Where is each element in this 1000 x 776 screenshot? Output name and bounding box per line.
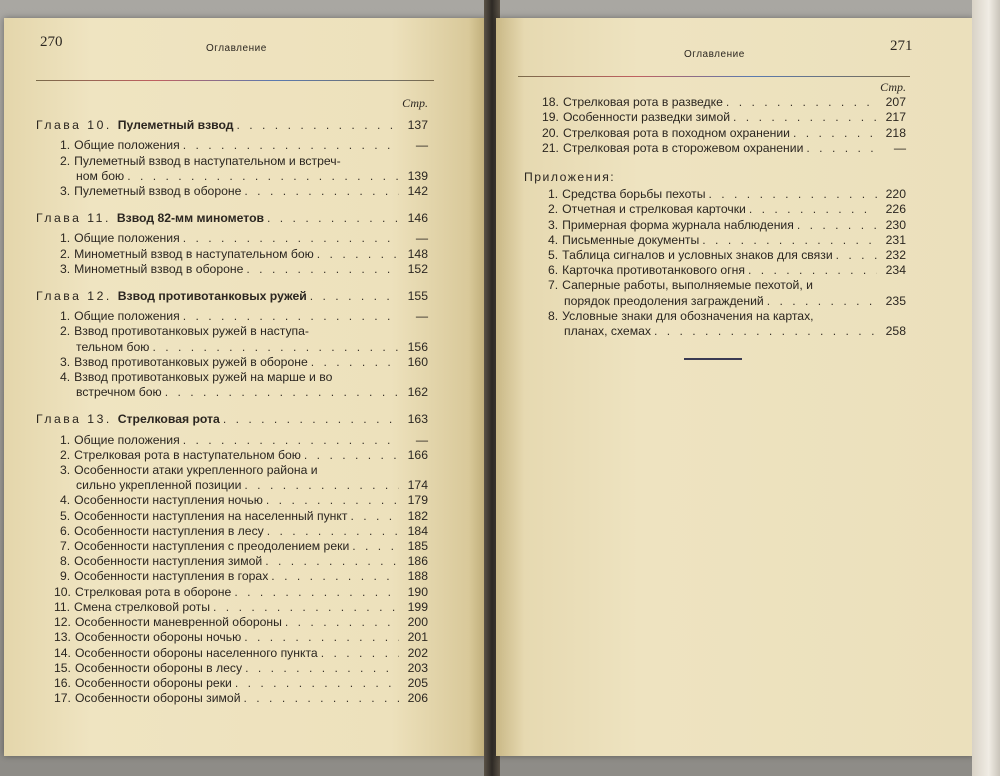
- leader-dots: [321, 646, 399, 661]
- entry-title: Таблица сигналов и условных знаков для связи: [562, 248, 833, 263]
- entry-page: 182: [407, 508, 428, 523]
- toc-entry: [524, 233, 906, 248]
- entry-title: Особенности обороны населенного пункта: [74, 645, 318, 660]
- entry-title: Отчетная и стрелковая карточки: [562, 202, 746, 217]
- entry-page: 230: [885, 217, 906, 232]
- toc-entry: [36, 524, 428, 539]
- entry-page: 142: [407, 184, 428, 199]
- entry-page: 232: [885, 248, 906, 263]
- entry-page: 217: [885, 110, 906, 125]
- entry-title: Пулеметный взвод в обороне: [74, 184, 242, 199]
- entry-number: 8.: [548, 308, 559, 323]
- entry-title: сильно укрепленной позиции: [76, 478, 242, 493]
- leader-dots: [267, 524, 399, 539]
- leader-dots: [265, 554, 399, 569]
- entry-number: 3.: [60, 354, 71, 369]
- leader-dots: [702, 233, 877, 248]
- entry-page: 258: [885, 324, 906, 339]
- toc-entry: [524, 294, 906, 309]
- leader-dots: [726, 95, 877, 110]
- entry-title: Стрелковая рота в сторожевом охранении: [562, 140, 804, 155]
- left-running-title: Оглавление: [206, 43, 267, 54]
- left-page-number: 270: [40, 34, 63, 50]
- entry-number: 2.: [548, 202, 559, 217]
- entry-title: Особенности маневренной обороны: [74, 615, 282, 630]
- toc-entry: [524, 95, 906, 110]
- leader-dots: [165, 385, 399, 400]
- toc-entry: [524, 126, 906, 141]
- entry-page: 203: [407, 660, 428, 675]
- toc-entry: [524, 263, 906, 278]
- toc-entry: [36, 433, 428, 448]
- entry-page: 190: [407, 584, 428, 599]
- entry-page: 188: [407, 569, 428, 584]
- entry-page: —: [415, 309, 428, 324]
- leader-dots: [708, 187, 877, 202]
- entry-page: —: [415, 138, 428, 153]
- entry-number: 1.: [548, 187, 559, 202]
- entry-title: порядок преодоления заграждений: [564, 293, 764, 308]
- entry-number: 3.: [60, 184, 71, 199]
- entry-page: —: [415, 231, 428, 246]
- entry-page: 234: [885, 263, 906, 278]
- leader-dots: [267, 211, 399, 226]
- entry-title: планах, схемах: [564, 324, 651, 339]
- entry-number: 11.: [54, 599, 71, 614]
- entry-number: 4.: [60, 493, 71, 508]
- toc-entry: [36, 509, 428, 524]
- entry-number: 13.: [54, 630, 71, 645]
- leader-dots: [352, 539, 399, 554]
- right-page-number: 271: [890, 38, 913, 54]
- chapter-page: 137: [407, 118, 428, 133]
- entry-number: 1.: [60, 432, 71, 447]
- entry-page: —: [893, 140, 906, 155]
- leader-dots: [749, 202, 877, 217]
- toc-entry: [36, 615, 428, 630]
- entry-number: 3.: [60, 463, 71, 478]
- leader-dots: [244, 184, 399, 199]
- entry-page: 139: [407, 168, 428, 183]
- entry-page: 235: [885, 293, 906, 308]
- entry-number: 3.: [60, 261, 71, 276]
- entry-page: 202: [407, 645, 428, 660]
- leader-dots: [236, 118, 399, 133]
- entry-title: Саперные работы, выполняемые пехотой, и: [562, 278, 813, 293]
- toc-entry: [36, 309, 428, 324]
- toc-entry: [36, 630, 428, 645]
- chapter-page: 146: [407, 211, 428, 226]
- entry-page: 220: [885, 187, 906, 202]
- entry-page: 162: [407, 385, 428, 400]
- toc-entry: [524, 202, 906, 217]
- entry-number: 19.: [542, 110, 559, 125]
- leader-dots: [654, 324, 877, 339]
- entry-title: Минометный взвод в обороне: [74, 261, 244, 276]
- entry-page: 186: [407, 554, 428, 569]
- entry-title: Общие положения: [74, 231, 180, 246]
- left-toc: [36, 96, 428, 706]
- toc-entry: [36, 585, 428, 600]
- leader-dots: [183, 433, 399, 448]
- leader-dots: [311, 355, 399, 370]
- leader-dots: [244, 691, 399, 706]
- leader-dots: [245, 661, 399, 676]
- leader-dots: [234, 585, 399, 600]
- toc-entry: [524, 218, 906, 233]
- leader-dots: [235, 676, 399, 691]
- entry-page: 200: [407, 615, 428, 630]
- entry-page: 179: [407, 493, 428, 508]
- entry-number: 6.: [548, 263, 559, 278]
- toc-entry: [36, 154, 428, 169]
- leader-dots: [836, 248, 877, 263]
- entry-page: 206: [407, 691, 428, 706]
- entry-page: 201: [407, 630, 428, 645]
- leader-dots: [183, 309, 399, 324]
- leader-dots: [213, 600, 399, 615]
- toc-entry: [524, 324, 906, 339]
- entry-title: Особенности обороны зимой: [74, 691, 241, 706]
- entry-title: Особенности наступления зимой: [74, 554, 263, 569]
- chapter-heading: [36, 118, 428, 133]
- leader-dots: [244, 630, 399, 645]
- chapter-page: 163: [407, 412, 428, 427]
- chapter-title: Пулеметный взвод: [117, 118, 234, 133]
- toc-entry: [524, 141, 906, 156]
- entry-page: 160: [407, 354, 428, 369]
- chapter-title: Стрелковая рота: [117, 412, 220, 427]
- entry-title: ном бою: [76, 168, 125, 183]
- toc-entry: [36, 247, 428, 262]
- entry-title: Взвод противотанковых ружей в обороне: [74, 354, 308, 369]
- toc-entry: [524, 110, 906, 125]
- entry-title: Особенности обороны в лесу: [74, 660, 243, 675]
- entry-page: 152: [407, 261, 428, 276]
- entry-number: 17.: [54, 691, 71, 706]
- entry-number: 2.: [60, 447, 71, 462]
- toc-entry: [36, 385, 428, 400]
- entry-number: 2.: [60, 153, 71, 168]
- entry-page: 199: [407, 599, 428, 614]
- entry-number: 1.: [60, 138, 71, 153]
- entry-title: Условные знаки для обозначения на картах,: [562, 308, 814, 323]
- toc-entry: [36, 138, 428, 153]
- entry-page: 231: [885, 232, 906, 247]
- entry-page: —: [415, 432, 428, 447]
- toc-entry: [36, 478, 428, 493]
- leader-dots: [244, 478, 399, 493]
- toc-entry: [36, 554, 428, 569]
- leader-dots: [304, 448, 399, 463]
- entry-title: Общие положения: [74, 432, 180, 447]
- entry-title: Стрелковая рота в разведке: [562, 95, 723, 110]
- entry-number: 4.: [548, 232, 559, 247]
- entry-number: 8.: [60, 554, 71, 569]
- entry-title: Взвод противотанковых ружей на марше и во: [74, 370, 333, 385]
- entry-title: Примерная форма журнала наблюдения: [562, 217, 794, 232]
- right-header-rule: [518, 76, 910, 77]
- entry-title: Стрелковая рота в наступательном бою: [74, 447, 301, 462]
- chapter-label: Глава 10.: [36, 118, 112, 133]
- page-column-header: Стр.: [402, 96, 428, 110]
- right-toc: [524, 80, 906, 339]
- leader-dots: [152, 340, 399, 355]
- entry-page: 205: [407, 675, 428, 690]
- entry-number: 21.: [542, 140, 559, 155]
- entry-title: Особенности наступления в горах: [74, 569, 269, 584]
- entry-page: 184: [407, 523, 428, 538]
- toc-entry: [36, 340, 428, 355]
- leader-dots: [271, 569, 399, 584]
- entry-page: 218: [885, 125, 906, 140]
- toc-entry: [36, 493, 428, 508]
- entry-title: Особенности разведки зимой: [562, 110, 731, 125]
- entry-title: Стрелковая рота в обороне: [74, 584, 232, 599]
- entry-number: 3.: [548, 217, 559, 232]
- chapter-label: Глава 11.: [36, 211, 111, 226]
- entry-number: 5.: [548, 248, 559, 263]
- toc-entry: [524, 248, 906, 263]
- entry-page: 185: [407, 539, 428, 554]
- toc-entry: [36, 370, 428, 385]
- toc-entry: [36, 600, 428, 615]
- leader-dots: [183, 231, 399, 246]
- entry-number: 18.: [542, 95, 559, 110]
- entry-title: Пулеметный взвод в наступательном и встреч-: [74, 153, 341, 168]
- toc-entry: [36, 169, 428, 184]
- chapter-page: 155: [407, 289, 428, 304]
- entry-number: 16.: [54, 675, 71, 690]
- entry-title: Смена стрелковой роты: [74, 599, 211, 614]
- entry-number: 2.: [60, 324, 71, 339]
- entry-title: Особенности наступления на населенный пункт: [74, 508, 348, 523]
- entry-number: 4.: [60, 370, 71, 385]
- chapter-heading: [36, 289, 428, 304]
- entry-number: 15.: [54, 660, 71, 675]
- leader-dots: [806, 141, 877, 156]
- toc-entry: [524, 309, 906, 324]
- leader-dots: [285, 615, 399, 630]
- entry-page: 207: [885, 95, 906, 110]
- page-column-header: Стр.: [880, 80, 906, 94]
- entry-title: Особенности наступления с преодолением реки: [74, 539, 350, 554]
- leader-dots: [310, 289, 399, 304]
- toc-entry: [36, 569, 428, 584]
- entry-title: Общие положения: [74, 138, 180, 153]
- entry-number: 9.: [60, 569, 71, 584]
- entry-number: 12.: [54, 615, 71, 630]
- entry-title: Особенности обороны реки: [74, 675, 232, 690]
- entry-title: Средства борьбы пехоты: [562, 187, 706, 202]
- entry-page: 226: [885, 202, 906, 217]
- leader-dots: [127, 169, 399, 184]
- appendix-heading: Приложения:: [524, 170, 616, 185]
- leader-dots: [767, 294, 877, 309]
- entry-page: 166: [407, 447, 428, 462]
- chapter-label: Глава 12.: [36, 289, 112, 304]
- entry-title: Письменные документы: [562, 232, 700, 247]
- toc-entry: [524, 187, 906, 202]
- entry-page: 174: [407, 478, 428, 493]
- chapter-title: Взвод противотанковых ружей: [117, 289, 307, 304]
- entry-number: 1.: [60, 231, 71, 246]
- entry-number: 10.: [54, 584, 71, 599]
- entry-number: 5.: [60, 508, 71, 523]
- leader-dots: [246, 262, 399, 277]
- entry-title: Минометный взвод в наступательном бою: [74, 246, 314, 261]
- entry-number: 6.: [60, 523, 71, 538]
- leader-dots: [748, 263, 877, 278]
- toc-entry: [36, 539, 428, 554]
- entry-title: Взвод противотанковых ружей в наступа-: [74, 324, 309, 339]
- leader-dots: [223, 412, 399, 427]
- toc-entry: [36, 262, 428, 277]
- leader-dots: [793, 126, 877, 141]
- entry-title: Особенности обороны ночью: [74, 630, 242, 645]
- toc-entry: [36, 463, 428, 478]
- entry-number: 7.: [548, 278, 559, 293]
- leader-dots: [733, 110, 877, 125]
- left-header-rule: [36, 80, 434, 81]
- entry-page: 156: [407, 339, 428, 354]
- leader-dots: [317, 247, 399, 262]
- toc-entry: [36, 184, 428, 199]
- toc-entry: [36, 676, 428, 691]
- entry-title: Особенности атаки укрепленного района и: [74, 463, 318, 478]
- entry-title: Особенности наступления ночью: [74, 493, 263, 508]
- toc-entry: [36, 355, 428, 370]
- entry-title: Особенности наступления в лесу: [74, 523, 264, 538]
- entry-number: 7.: [60, 539, 71, 554]
- leader-dots: [183, 138, 399, 153]
- toc-entry: [36, 661, 428, 676]
- chapter-label: Глава 13.: [36, 412, 112, 427]
- entry-page: 148: [407, 246, 428, 261]
- toc-entry: [36, 448, 428, 463]
- entry-number: 14.: [54, 645, 71, 660]
- chapter-heading: [36, 211, 428, 226]
- page-edge: [972, 0, 1000, 776]
- entry-number: 20.: [542, 125, 559, 140]
- entry-title: Общие положения: [74, 309, 180, 324]
- entry-title: Стрелковая рота в походном охранении: [562, 125, 790, 140]
- toc-entry: [36, 324, 428, 339]
- entry-title: тельном бою: [76, 339, 150, 354]
- leader-dots: [350, 509, 399, 524]
- right-running-title: Оглавление: [684, 49, 745, 60]
- toc-entry: [524, 278, 906, 293]
- entry-title: Карточка противотанкового огня: [562, 263, 745, 278]
- toc-entry: [36, 691, 428, 706]
- leader-dots: [797, 218, 877, 233]
- chapter-title: Взвод 82-мм минометов: [116, 211, 265, 226]
- entry-number: 1.: [60, 309, 71, 324]
- toc-entry: [36, 231, 428, 246]
- end-rule: [684, 358, 742, 360]
- toc-entry: [36, 646, 428, 661]
- leader-dots: [266, 493, 399, 508]
- entry-number: 2.: [60, 246, 71, 261]
- chapter-heading: [36, 412, 428, 427]
- entry-title: встречном бою: [76, 385, 162, 400]
